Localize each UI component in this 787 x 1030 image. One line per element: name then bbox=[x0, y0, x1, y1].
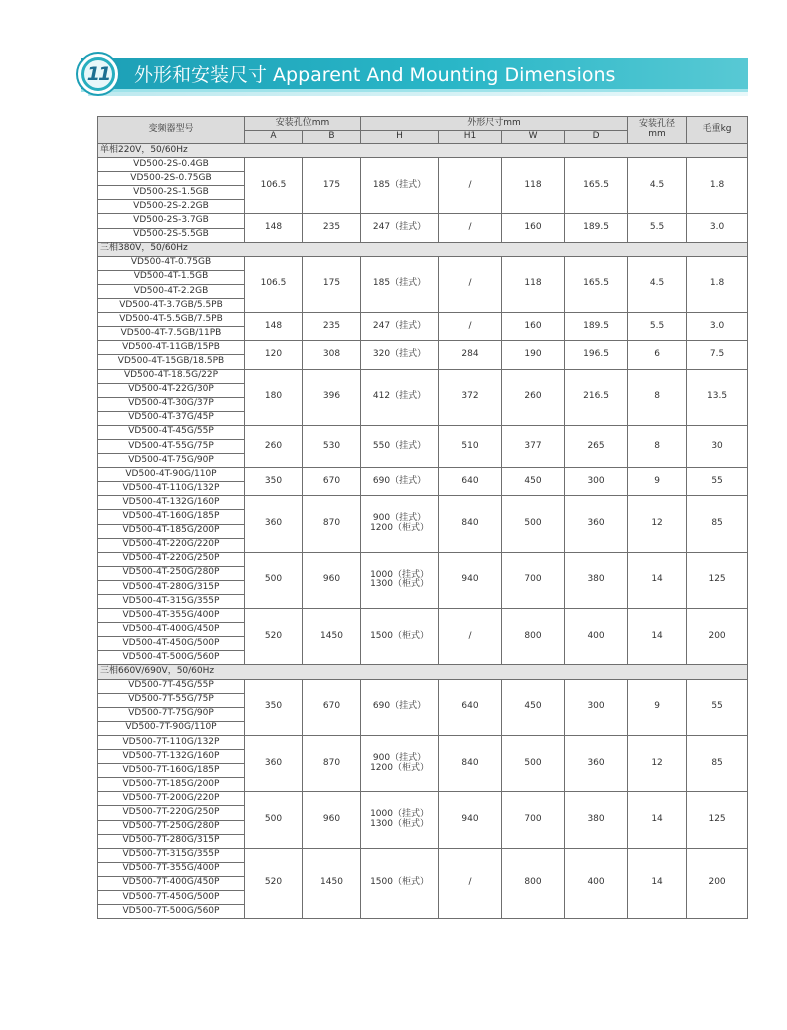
cell-H-line: 690（挂式） bbox=[372, 475, 427, 486]
header-hole-diameter bbox=[628, 117, 687, 144]
group-title: 单相220V，50/60Hz bbox=[98, 144, 748, 158]
cell-A: 106.5 bbox=[245, 158, 303, 214]
cell-D: 189.5 bbox=[565, 313, 628, 341]
cell-B: 960 bbox=[303, 792, 361, 848]
model-cell: VD500-2S-1.5GB bbox=[98, 186, 245, 200]
cell-weight: 85 bbox=[687, 735, 748, 791]
cell-D: 380 bbox=[565, 792, 628, 848]
cell-hole-diameter: 4.5 bbox=[628, 256, 687, 312]
cell-D: 196.5 bbox=[565, 341, 628, 369]
cell-H1: 840 bbox=[439, 496, 502, 552]
cell-W: 450 bbox=[502, 468, 565, 496]
cell-hole-diameter: 4.5 bbox=[628, 158, 687, 214]
model-cell: VD500-2S-0.75GB bbox=[98, 172, 245, 186]
cell-H bbox=[361, 848, 439, 918]
model-cell: VD500-4T-500G/560P bbox=[98, 651, 245, 665]
cell-hole-diameter: 5.5 bbox=[628, 313, 687, 341]
cell-B: 960 bbox=[303, 552, 361, 608]
model-cell: VD500-4T-355G/400P bbox=[98, 609, 245, 623]
cell-A: 500 bbox=[245, 792, 303, 848]
cell-H-line: 900（挂式） bbox=[372, 752, 427, 763]
cell-H-line: 320（挂式） bbox=[372, 348, 427, 359]
cell-weight: 200 bbox=[687, 609, 748, 665]
cell-B: 175 bbox=[303, 158, 361, 214]
table-row bbox=[98, 313, 748, 327]
cell-H bbox=[361, 735, 439, 791]
cell-A: 500 bbox=[245, 552, 303, 608]
model-cell: VD500-4T-0.75GB bbox=[98, 256, 245, 270]
cell-W: 800 bbox=[502, 848, 565, 918]
header-weight: 毛重kg bbox=[687, 117, 748, 144]
cell-H bbox=[361, 158, 439, 214]
cell-D: 360 bbox=[565, 735, 628, 791]
cell-A: 180 bbox=[245, 369, 303, 425]
section-header bbox=[76, 52, 750, 96]
cell-hole-diameter: 12 bbox=[628, 735, 687, 791]
cell-weight: 3.0 bbox=[687, 214, 748, 242]
cell-H1: 840 bbox=[439, 735, 502, 791]
header-mounting-hole: 安装孔位mm bbox=[245, 117, 361, 131]
model-cell: VD500-7T-250G/280P bbox=[98, 820, 245, 834]
cell-hole-diameter: 14 bbox=[628, 552, 687, 608]
model-cell: VD500-4T-7.5GB/11PB bbox=[98, 327, 245, 341]
table-row bbox=[98, 552, 748, 566]
cell-B: 530 bbox=[303, 425, 361, 467]
cell-W: 118 bbox=[502, 158, 565, 214]
model-cell: VD500-4T-11GB/15PB bbox=[98, 341, 245, 355]
model-cell: VD500-4T-132G/160P bbox=[98, 496, 245, 510]
cell-B: 670 bbox=[303, 679, 361, 735]
model-cell: VD500-4T-1.5GB bbox=[98, 270, 245, 284]
cell-H1: 940 bbox=[439, 792, 502, 848]
model-cell: VD500-7T-132G/160P bbox=[98, 750, 245, 764]
model-cell: VD500-4T-37G/45P bbox=[98, 411, 245, 425]
model-cell: VD500-4T-55G/75P bbox=[98, 439, 245, 453]
cell-W: 800 bbox=[502, 609, 565, 665]
cell-H bbox=[361, 609, 439, 665]
cell-hole-diameter: 14 bbox=[628, 609, 687, 665]
cell-D: 360 bbox=[565, 496, 628, 552]
model-cell: VD500-4T-450G/500P bbox=[98, 637, 245, 651]
cell-H1: 510 bbox=[439, 425, 502, 467]
cell-H bbox=[361, 425, 439, 467]
header-H: H bbox=[361, 131, 439, 144]
model-cell: VD500-7T-75G/90P bbox=[98, 707, 245, 721]
cell-H1: / bbox=[439, 848, 502, 918]
cell-H-line: 1200（柜式） bbox=[370, 762, 429, 773]
cell-H1: 940 bbox=[439, 552, 502, 608]
cell-D: 265 bbox=[565, 425, 628, 467]
cell-H-line: 412（挂式） bbox=[372, 391, 427, 402]
cell-H bbox=[361, 679, 439, 735]
cell-W: 160 bbox=[502, 313, 565, 341]
cell-hole-diameter: 14 bbox=[628, 792, 687, 848]
cell-hole-diameter: 5.5 bbox=[628, 214, 687, 242]
table-row bbox=[98, 496, 748, 510]
cell-weight: 200 bbox=[687, 848, 748, 918]
cell-weight: 1.8 bbox=[687, 256, 748, 312]
model-cell: VD500-7T-355G/400P bbox=[98, 862, 245, 876]
model-cell: VD500-4T-30G/37P bbox=[98, 397, 245, 411]
header-H1: H1 bbox=[439, 131, 502, 144]
table-row bbox=[98, 468, 748, 482]
cell-W: 700 bbox=[502, 552, 565, 608]
cell-A: 360 bbox=[245, 496, 303, 552]
cell-D: 400 bbox=[565, 609, 628, 665]
cell-H-line: 1000（挂式） bbox=[370, 569, 429, 580]
section-number: 11 bbox=[86, 63, 110, 85]
model-cell: VD500-7T-450G/500P bbox=[98, 890, 245, 904]
cell-A: 350 bbox=[245, 468, 303, 496]
header-D: D bbox=[565, 131, 628, 144]
cell-weight: 55 bbox=[687, 468, 748, 496]
cell-A: 148 bbox=[245, 214, 303, 242]
group-row bbox=[98, 144, 748, 158]
cell-B: 670 bbox=[303, 468, 361, 496]
section-title: 外形和安装尺寸 Apparent And Mounting Dimensions bbox=[134, 64, 616, 86]
table-row bbox=[98, 341, 748, 355]
cell-B: 870 bbox=[303, 496, 361, 552]
cell-D: 380 bbox=[565, 552, 628, 608]
header-A: A bbox=[245, 131, 303, 144]
model-cell: VD500-7T-55G/75P bbox=[98, 693, 245, 707]
cell-B: 870 bbox=[303, 735, 361, 791]
cell-H-line: 247（挂式） bbox=[372, 222, 427, 233]
table-row bbox=[98, 425, 748, 439]
model-cell: VD500-4T-250G/280P bbox=[98, 566, 245, 580]
cell-B: 396 bbox=[303, 369, 361, 425]
model-cell: VD500-4T-185G/200P bbox=[98, 524, 245, 538]
cell-H1: 284 bbox=[439, 341, 502, 369]
section-number-circle bbox=[81, 57, 115, 91]
model-cell: VD500-7T-200G/220P bbox=[98, 792, 245, 806]
model-cell: VD500-7T-185G/200P bbox=[98, 778, 245, 792]
cell-H-line: 1300（柜式） bbox=[370, 819, 429, 829]
header-hole-diameter-line1: 安装孔径 bbox=[639, 119, 676, 130]
cell-A: 148 bbox=[245, 313, 303, 341]
cell-H bbox=[361, 468, 439, 496]
cell-A: 520 bbox=[245, 609, 303, 665]
cell-H-line: 185（挂式） bbox=[372, 179, 427, 190]
cell-W: 500 bbox=[502, 735, 565, 791]
cell-H-line: 690（挂式） bbox=[372, 701, 427, 712]
cell-H1: 640 bbox=[439, 468, 502, 496]
cell-H bbox=[361, 313, 439, 341]
header-outline: 外形尺寸mm bbox=[361, 117, 628, 131]
model-cell: VD500-4T-110G/132P bbox=[98, 482, 245, 496]
cell-H-line: 1300（柜式） bbox=[370, 579, 429, 590]
header-W: W bbox=[502, 131, 565, 144]
cell-H1: / bbox=[439, 214, 502, 242]
table-row bbox=[98, 679, 748, 693]
cell-A: 350 bbox=[245, 679, 303, 735]
cell-hole-diameter: 14 bbox=[628, 848, 687, 918]
model-cell: VD500-7T-315G/355P bbox=[98, 848, 245, 862]
cell-W: 118 bbox=[502, 256, 565, 312]
cell-H bbox=[361, 341, 439, 369]
table-row bbox=[98, 792, 748, 806]
cell-W: 160 bbox=[502, 214, 565, 242]
header-model: 变频器型号 bbox=[98, 117, 245, 144]
table-row bbox=[98, 848, 748, 862]
model-cell: VD500-7T-220G/250P bbox=[98, 806, 245, 820]
cell-B: 235 bbox=[303, 214, 361, 242]
cell-H1: / bbox=[439, 609, 502, 665]
cell-H bbox=[361, 369, 439, 425]
cell-A: 520 bbox=[245, 848, 303, 918]
model-cell: VD500-7T-400G/450P bbox=[98, 876, 245, 890]
cell-H-line: 1500（柜式） bbox=[370, 877, 429, 888]
cell-D: 300 bbox=[565, 468, 628, 496]
cell-A: 360 bbox=[245, 735, 303, 791]
cell-hole-diameter: 12 bbox=[628, 496, 687, 552]
cell-B: 175 bbox=[303, 256, 361, 312]
table-row bbox=[98, 369, 748, 383]
cell-weight: 13.5 bbox=[687, 369, 748, 425]
model-cell: VD500-4T-160G/185P bbox=[98, 510, 245, 524]
cell-D: 165.5 bbox=[565, 256, 628, 312]
cell-W: 450 bbox=[502, 679, 565, 735]
cell-weight: 55 bbox=[687, 679, 748, 735]
model-cell: VD500-2S-2.2GB bbox=[98, 200, 245, 214]
model-cell: VD500-4T-75G/90P bbox=[98, 454, 245, 468]
cell-D: 165.5 bbox=[565, 158, 628, 214]
header-row-1 bbox=[98, 117, 748, 131]
cell-B: 1450 bbox=[303, 609, 361, 665]
cell-H-line: 550（挂式） bbox=[372, 440, 427, 451]
cell-B: 308 bbox=[303, 341, 361, 369]
cell-weight: 30 bbox=[687, 425, 748, 467]
dimensions-table bbox=[97, 116, 748, 919]
model-cell: VD500-7T-45G/55P bbox=[98, 679, 245, 693]
table-row bbox=[98, 158, 748, 172]
model-cell: VD500-7T-90G/110P bbox=[98, 721, 245, 735]
section-number-badge bbox=[76, 52, 120, 96]
cell-W: 377 bbox=[502, 425, 565, 467]
cell-B: 235 bbox=[303, 313, 361, 341]
cell-H-line: 185（挂式） bbox=[372, 278, 427, 289]
cell-H bbox=[361, 792, 439, 848]
cell-H-line: 1000（挂式） bbox=[370, 809, 429, 820]
cell-B: 1450 bbox=[303, 848, 361, 918]
group-row bbox=[98, 665, 748, 679]
cell-hole-diameter: 8 bbox=[628, 369, 687, 425]
model-cell: VD500-4T-2.2GB bbox=[98, 284, 245, 298]
cell-D: 189.5 bbox=[565, 214, 628, 242]
cell-H1: / bbox=[439, 313, 502, 341]
model-cell: VD500-4T-45G/55P bbox=[98, 425, 245, 439]
cell-H1: / bbox=[439, 256, 502, 312]
cell-weight: 125 bbox=[687, 792, 748, 848]
cell-D: 400 bbox=[565, 848, 628, 918]
cell-H bbox=[361, 256, 439, 312]
model-cell: VD500-7T-160G/185P bbox=[98, 764, 245, 778]
header-B: B bbox=[303, 131, 361, 144]
cell-W: 190 bbox=[502, 341, 565, 369]
group-title: 三相380V，50/60Hz bbox=[98, 242, 748, 256]
cell-H bbox=[361, 552, 439, 608]
cell-H1: / bbox=[439, 158, 502, 214]
group-row bbox=[98, 242, 748, 256]
cell-H-line: 1500（柜式） bbox=[370, 630, 429, 641]
group-title: 三相660V/690V，50/60Hz bbox=[98, 665, 748, 679]
model-cell: VD500-7T-110G/132P bbox=[98, 735, 245, 749]
model-cell: VD500-7T-280G/315P bbox=[98, 834, 245, 848]
cell-weight: 3.0 bbox=[687, 313, 748, 341]
cell-A: 120 bbox=[245, 341, 303, 369]
cell-H-line: 247（挂式） bbox=[372, 320, 427, 331]
model-cell: VD500-2S-0.4GB bbox=[98, 158, 245, 172]
model-cell: VD500-4T-5.5GB/7.5PB bbox=[98, 313, 245, 327]
model-cell: VD500-4T-3.7GB/5.5PB bbox=[98, 299, 245, 313]
model-cell: VD500-4T-15GB/18.5PB bbox=[98, 355, 245, 369]
cell-hole-diameter: 8 bbox=[628, 425, 687, 467]
cell-H bbox=[361, 496, 439, 552]
model-cell: VD500-2S-3.7GB bbox=[98, 214, 245, 228]
cell-weight: 125 bbox=[687, 552, 748, 608]
cell-hole-diameter: 6 bbox=[628, 341, 687, 369]
cell-W: 260 bbox=[502, 369, 565, 425]
cell-H-line: 900（挂式） bbox=[372, 513, 427, 524]
table-row bbox=[98, 256, 748, 270]
model-cell: VD500-7T-500G/560P bbox=[98, 905, 245, 919]
model-cell: VD500-4T-22G/30P bbox=[98, 383, 245, 397]
banner-shadow bbox=[88, 92, 748, 96]
table-row bbox=[98, 735, 748, 749]
cell-A: 260 bbox=[245, 425, 303, 467]
cell-H-line: 1200（柜式） bbox=[370, 523, 429, 534]
model-cell: VD500-4T-315G/355P bbox=[98, 595, 245, 609]
cell-hole-diameter: 9 bbox=[628, 679, 687, 735]
cell-D: 300 bbox=[565, 679, 628, 735]
header-hole-diameter-line2: mm bbox=[648, 129, 666, 139]
model-cell: VD500-4T-220G/250P bbox=[98, 552, 245, 566]
cell-H1: 372 bbox=[439, 369, 502, 425]
cell-weight: 1.8 bbox=[687, 158, 748, 214]
cell-H1: 640 bbox=[439, 679, 502, 735]
cell-weight: 85 bbox=[687, 496, 748, 552]
cell-W: 500 bbox=[502, 496, 565, 552]
model-cell: VD500-4T-220G/220P bbox=[98, 538, 245, 552]
model-cell: VD500-4T-18.5G/22P bbox=[98, 369, 245, 383]
cell-hole-diameter: 9 bbox=[628, 468, 687, 496]
model-cell: VD500-4T-90G/110P bbox=[98, 468, 245, 482]
model-cell: VD500-4T-400G/450P bbox=[98, 623, 245, 637]
cell-A: 106.5 bbox=[245, 256, 303, 312]
table-row bbox=[98, 609, 748, 623]
model-cell: VD500-2S-5.5GB bbox=[98, 228, 245, 242]
cell-weight: 7.5 bbox=[687, 341, 748, 369]
cell-W: 700 bbox=[502, 792, 565, 848]
cell-D: 216.5 bbox=[565, 369, 628, 425]
table-row bbox=[98, 214, 748, 228]
model-cell: VD500-4T-280G/315P bbox=[98, 580, 245, 594]
cell-H bbox=[361, 214, 439, 242]
